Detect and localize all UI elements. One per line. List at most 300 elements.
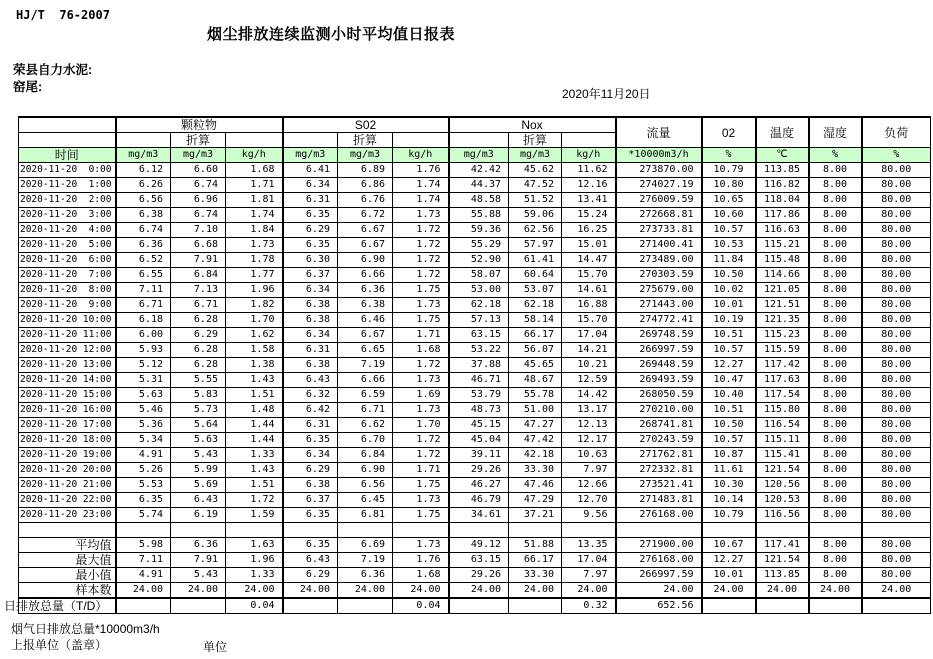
value-cell: 13.17 [562,403,616,418]
value-cell: 8.00 [809,298,862,313]
value-cell: 266997.59 [616,343,702,358]
value-cell: 121.35 [756,313,809,328]
value-cell: 6.35 [283,208,338,223]
value-cell: 6.35 [283,238,338,253]
blank-cell [562,133,616,148]
unit-cell: mg/m3 [509,148,562,163]
value-cell: 47.29 [509,493,562,508]
summary-value-cell: 24.00 [226,583,283,599]
table-row [19,163,931,178]
value-cell: 271443.00 [616,298,702,313]
value-cell: 1.43 [226,463,283,478]
value-cell: 5.83 [171,388,226,403]
value-cell: 115.48 [756,253,809,268]
page-title: 烟尘排放连续监测小时平均值日报表 [207,26,456,43]
value-cell: 53.22 [449,343,509,358]
summary-value-cell: 24.00 [756,583,809,599]
value-cell: 10.40 [702,388,756,403]
summary-value-cell: 24.00 [702,583,756,599]
value-cell: 1.72 [393,238,449,253]
value-cell: 117.54 [756,388,809,403]
summary-value-cell: 24.00 [562,583,616,599]
value-cell: 1.75 [393,478,449,493]
value-cell: 269448.59 [616,358,702,373]
standard-code: HJ/T 76-2007 [16,8,110,22]
summary-value-cell [283,598,338,614]
value-cell: 8.00 [809,448,862,463]
time-cell: 2020-11-20 2:00 [19,193,116,208]
value-cell: 80.00 [862,223,931,238]
table-row [19,358,931,373]
blank-cell [226,523,283,538]
value-cell: 5.12 [116,358,171,373]
blank-cell [226,133,283,148]
value-cell: 6.29 [171,328,226,343]
value-cell: 1.77 [226,268,283,283]
value-cell: 6.59 [338,388,393,403]
value-cell: 53.00 [449,283,509,298]
summary-value-cell: 24.00 [393,583,449,599]
summary-value-cell [171,598,226,614]
table-row [19,343,931,358]
value-cell: 10.19 [702,313,756,328]
summary-value-cell: 276168.00 [616,553,702,568]
time-header: 时间 [19,148,116,163]
value-cell: 51.52 [509,193,562,208]
value-cell: 12.17 [562,433,616,448]
value-cell: 46.71 [449,373,509,388]
value-cell: 6.70 [338,433,393,448]
value-cell: 17.04 [562,328,616,343]
value-cell: 63.15 [449,328,509,343]
value-cell: 5.69 [171,478,226,493]
time-cell: 2020-11-20 0:00 [19,163,116,178]
value-cell: 120.53 [756,493,809,508]
value-cell: 1.73 [393,298,449,313]
value-cell: 1.68 [226,163,283,178]
value-cell: 1.59 [226,508,283,523]
time-cell: 2020-11-20 19:00 [19,448,116,463]
value-cell: 42.18 [509,448,562,463]
time-cell: 2020-11-20 13:00 [19,358,116,373]
value-cell: 6.67 [338,238,393,253]
value-cell: 1.74 [393,178,449,193]
col-header-flow: 流量 [616,117,702,148]
value-cell: 10.50 [702,268,756,283]
value-cell: 80.00 [862,508,931,523]
converted-label: 折算 [171,133,226,148]
value-cell: 1.72 [393,268,449,283]
summary-value-cell: 51.88 [509,538,562,553]
value-cell: 1.51 [226,478,283,493]
table-row [19,328,931,343]
value-cell: 8.00 [809,358,862,373]
value-cell: 117.86 [756,208,809,223]
value-cell: 62.18 [449,298,509,313]
table-row [19,208,931,223]
value-cell: 10.79 [702,508,756,523]
value-cell: 59.36 [449,223,509,238]
value-cell: 14.21 [562,343,616,358]
value-cell: 14.42 [562,388,616,403]
blank-cell [283,523,338,538]
summary-value-cell: 17.04 [562,553,616,568]
summary-value-cell: 12.27 [702,553,756,568]
value-cell: 6.71 [338,403,393,418]
summary-value-cell [116,598,171,614]
value-cell: 14.61 [562,283,616,298]
value-cell: 80.00 [862,178,931,193]
summary-value-cell: 5.43 [171,568,226,583]
value-cell: 16.88 [562,298,616,313]
value-cell: 6.28 [171,358,226,373]
unit-cell: *10000m3/h [616,148,702,163]
value-cell: 1.48 [226,403,283,418]
value-cell: 6.90 [338,253,393,268]
value-cell: 6.34 [283,448,338,463]
time-cell: 2020-11-20 8:00 [19,283,116,298]
summary-value-cell: 49.12 [449,538,509,553]
value-cell: 8.00 [809,208,862,223]
value-cell: 1.96 [226,283,283,298]
value-cell: 113.85 [756,163,809,178]
value-cell: 1.43 [226,373,283,388]
value-cell: 45.65 [509,358,562,373]
value-cell: 12.27 [702,358,756,373]
time-cell: 2020-11-20 12:00 [19,343,116,358]
summary-value-cell: 0.04 [393,598,449,614]
value-cell: 6.45 [338,493,393,508]
value-cell: 10.65 [702,193,756,208]
company-label: 荣县自力水泥: [13,63,93,77]
value-cell: 6.46 [338,313,393,328]
summary-value-cell: 63.15 [449,553,509,568]
value-cell: 1.73 [393,208,449,223]
col-header-load: 负荷 [862,117,931,148]
value-cell: 271400.41 [616,238,702,253]
value-cell: 115.21 [756,238,809,253]
summary-value-cell [338,598,393,614]
value-cell: 8.00 [809,463,862,478]
table-row [19,223,931,238]
value-cell: 45.15 [449,418,509,433]
value-cell: 8.00 [809,418,862,433]
value-cell: 6.30 [283,253,338,268]
value-cell: 115.11 [756,433,809,448]
summary-label: 日排放总量（T/D） [19,598,116,614]
value-cell: 1.72 [393,448,449,463]
summary-value-cell: 24.00 [509,583,562,599]
value-cell: 6.42 [283,403,338,418]
value-cell: 48.67 [509,373,562,388]
summary-value-cell: 7.19 [338,553,393,568]
value-cell: 6.76 [338,193,393,208]
value-cell: 269748.59 [616,328,702,343]
unit-cell: mg/m3 [283,148,338,163]
time-cell: 2020-11-20 1:00 [19,178,116,193]
unit-cell: % [702,148,756,163]
blank-cell [862,523,931,538]
value-cell: 37.21 [509,508,562,523]
value-cell: 8.00 [809,163,862,178]
table-row [19,463,931,478]
value-cell: 80.00 [862,388,931,403]
value-cell: 116.82 [756,178,809,193]
value-cell: 15.01 [562,238,616,253]
value-cell: 55.29 [449,238,509,253]
value-cell: 8.00 [809,328,862,343]
blank-cell [19,523,116,538]
time-cell: 2020-11-20 22:00 [19,493,116,508]
value-cell: 9.56 [562,508,616,523]
summary-value-cell [449,598,509,614]
value-cell: 52.90 [449,253,509,268]
time-cell: 2020-11-20 16:00 [19,403,116,418]
table-row [19,448,931,463]
value-cell: 8.00 [809,343,862,358]
report-date: 2020年11月20日 [562,87,651,101]
blank-cell [616,523,702,538]
time-cell: 2020-11-20 17:00 [19,418,116,433]
summary-value-cell: 10.01 [702,568,756,583]
summary-value-cell: 1.68 [393,568,449,583]
value-cell: 10.57 [702,433,756,448]
value-cell: 8.00 [809,478,862,493]
value-cell: 80.00 [862,448,931,463]
value-cell: 275679.00 [616,283,702,298]
value-cell: 273733.81 [616,223,702,238]
value-cell: 12.66 [562,478,616,493]
value-cell: 6.38 [283,313,338,328]
value-cell: 12.59 [562,373,616,388]
summary-value-cell: 24.00 [449,583,509,599]
time-cell: 2020-11-20 21:00 [19,478,116,493]
table-row [19,298,931,313]
value-cell: 7.19 [338,358,393,373]
value-cell: 8.00 [809,193,862,208]
value-cell: 6.38 [283,298,338,313]
value-cell: 6.36 [338,283,393,298]
value-cell: 8.00 [809,373,862,388]
value-cell: 80.00 [862,238,931,253]
value-cell: 6.71 [171,298,226,313]
value-cell: 8.00 [809,283,862,298]
blank-cell [283,133,338,148]
value-cell: 11.62 [562,163,616,178]
blank-cell [393,523,449,538]
value-cell: 6.74 [171,178,226,193]
value-cell: 1.71 [393,463,449,478]
value-cell: 11.84 [702,253,756,268]
value-cell: 80.00 [862,283,931,298]
value-cell: 5.63 [116,388,171,403]
summary-value-cell: 6.69 [338,538,393,553]
blank-cell [809,523,862,538]
value-cell: 6.35 [283,508,338,523]
value-cell: 270303.59 [616,268,702,283]
value-cell: 6.28 [171,343,226,358]
time-cell: 2020-11-20 14:00 [19,373,116,388]
summary-value-cell: 652.56 [616,598,702,614]
summary-value-cell: 4.91 [116,568,171,583]
time-cell: 2020-11-20 3:00 [19,208,116,223]
unit-cell: kg/h [226,148,283,163]
value-cell: 8.00 [809,433,862,448]
value-cell: 6.56 [116,193,171,208]
summary-value-cell: 6.36 [171,538,226,553]
value-cell: 47.46 [509,478,562,493]
summary-value-cell: 13.35 [562,538,616,553]
value-cell: 80.00 [862,493,931,508]
value-cell: 8.00 [809,223,862,238]
table-row [19,478,931,493]
time-cell: 2020-11-20 23:00 [19,508,116,523]
value-cell: 1.72 [226,493,283,508]
unit-cell: mg/m3 [171,148,226,163]
value-cell: 120.56 [756,478,809,493]
value-cell: 6.38 [116,208,171,223]
value-cell: 7.10 [171,223,226,238]
summary-value-cell: 0.32 [562,598,616,614]
value-cell: 5.55 [171,373,226,388]
summary-value-cell: 80.00 [862,538,931,553]
value-cell: 7.97 [562,463,616,478]
summary-value-cell: 6.29 [283,568,338,583]
value-cell: 1.81 [226,193,283,208]
summary-value-cell: 121.54 [756,553,809,568]
table-row [19,388,931,403]
unit-cell: mg/m3 [449,148,509,163]
summary-value-cell: 8.00 [809,538,862,553]
summary-value-cell: 80.00 [862,568,931,583]
value-cell: 7.13 [171,283,226,298]
value-cell: 1.74 [393,193,449,208]
summary-value-cell: 66.17 [509,553,562,568]
report-table [4,116,931,614]
value-cell: 1.38 [226,358,283,373]
summary-value-cell: 24.00 [171,583,226,599]
summary-value-cell: 1.73 [393,538,449,553]
value-cell: 6.34 [283,283,338,298]
blank-cell [19,133,116,148]
blank-cell [449,523,509,538]
value-cell: 1.62 [226,328,283,343]
time-cell: 2020-11-20 5:00 [19,238,116,253]
value-cell: 6.60 [171,163,226,178]
value-cell: 10.79 [702,163,756,178]
value-cell: 6.29 [283,463,338,478]
blank-cell [393,133,449,148]
value-cell: 10.50 [702,418,756,433]
value-cell: 273521.41 [616,478,702,493]
value-cell: 6.19 [171,508,226,523]
value-cell: 10.57 [702,343,756,358]
value-cell: 5.31 [116,373,171,388]
converted-label: 折算 [338,133,393,148]
value-cell: 272668.81 [616,208,702,223]
value-cell: 5.36 [116,418,171,433]
header-group-row [19,117,931,133]
value-cell: 15.70 [562,313,616,328]
value-cell: 80.00 [862,193,931,208]
value-cell: 1.68 [393,343,449,358]
value-cell: 4.91 [116,448,171,463]
value-cell: 6.37 [283,493,338,508]
summary-value-cell: 6.43 [283,553,338,568]
unit-cell: kg/h [393,148,449,163]
value-cell: 273870.00 [616,163,702,178]
unit-cell: mg/m3 [116,148,171,163]
value-cell: 58.07 [449,268,509,283]
summary-value-cell: 0.04 [226,598,283,614]
value-cell: 80.00 [862,313,931,328]
value-cell: 5.73 [171,403,226,418]
value-cell: 60.64 [509,268,562,283]
unit-cell: ℃ [756,148,809,163]
value-cell: 8.00 [809,238,862,253]
value-cell: 58.14 [509,313,562,328]
col-header-temperature: 温度 [756,117,809,148]
value-cell: 121.51 [756,298,809,313]
time-cell: 2020-11-20 18:00 [19,433,116,448]
value-cell: 115.59 [756,343,809,358]
value-cell: 8.00 [809,178,862,193]
value-cell: 6.12 [116,163,171,178]
value-cell: 55.78 [509,388,562,403]
col-header-humidity: 湿度 [809,117,862,148]
value-cell: 80.00 [862,328,931,343]
value-cell: 8.00 [809,268,862,283]
unit-cell: kg/h [562,148,616,163]
value-cell: 57.13 [449,313,509,328]
value-cell: 6.31 [283,193,338,208]
value-cell: 1.76 [393,163,449,178]
value-cell: 15.70 [562,268,616,283]
value-cell: 6.38 [283,478,338,493]
value-cell: 8.00 [809,508,862,523]
value-cell: 114.66 [756,268,809,283]
value-cell: 268741.81 [616,418,702,433]
value-cell: 8.00 [809,313,862,328]
value-cell: 8.00 [809,403,862,418]
value-cell: 47.42 [509,433,562,448]
value-cell: 270210.00 [616,403,702,418]
summary-value-cell: 24.00 [616,583,702,599]
value-cell: 10.53 [702,238,756,253]
value-cell: 6.90 [338,463,393,478]
value-cell: 271483.81 [616,493,702,508]
value-cell: 10.14 [702,493,756,508]
header-units-row [19,148,931,163]
value-cell: 5.63 [171,433,226,448]
table-row [19,373,931,388]
value-cell: 5.64 [171,418,226,433]
value-cell: 45.62 [509,163,562,178]
value-cell: 6.36 [116,238,171,253]
value-cell: 8.00 [809,388,862,403]
summary-value-cell: 24.00 [283,583,338,599]
value-cell: 29.26 [449,463,509,478]
value-cell: 37.88 [449,358,509,373]
value-cell: 61.41 [509,253,562,268]
value-cell: 6.41 [283,163,338,178]
summary-value-cell: 6.35 [283,538,338,553]
summary-value-cell [862,598,931,614]
value-cell: 5.43 [171,448,226,463]
summary-value-cell [809,598,862,614]
value-cell: 6.31 [283,418,338,433]
value-cell: 80.00 [862,478,931,493]
